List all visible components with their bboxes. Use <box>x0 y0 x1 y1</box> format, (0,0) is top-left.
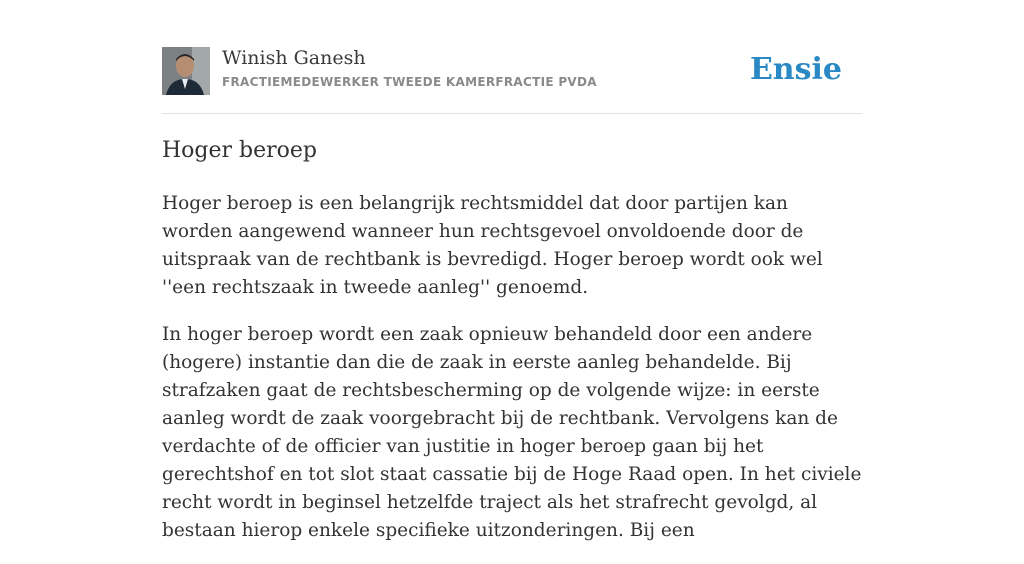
ensie-logo[interactable]: Ensie <box>749 52 842 87</box>
author-role: FRACTIEMEDEWERKER TWEEDE KAMERFRACTIE PVDA <box>222 75 597 89</box>
article-body <box>162 190 862 564</box>
article-title: Hoger beroep <box>162 138 318 163</box>
avatar-photo-icon <box>162 47 210 95</box>
article-paragraph: Hoger beroep is een belangrijk rechtsmiddel dat door partijen kan worden aangewend wanneer hun rechtsgevoel onvoldoende door de uitspraak van de rechtbank is bevredigd. Hoger beroep wordt ook wel ''een rechtszaak in tweede aanleg'' genoemd. <box>162 193 823 298</box>
author-name[interactable]: Winish Ganesh <box>222 47 366 69</box>
header-divider <box>162 113 862 114</box>
article-paragraph: In hoger beroep wordt een zaak opnieuw behandeld door een andere (hogere) instantie dan die de zaak in eerste aanleg behandelde. Bij strafzaken gaat de rechtsbescherming op de volgende wijze: in eerste aanleg wordt de zaak voorgebracht bij de rechtbank. Vervolgens kan de verdachte of de officier van justitie in hoger beroep gaan bij het gerechtshof en tot slot staat cassatie bij de Hoge Raad open. In het civiele recht wordt in beginsel hetzelfde traject als het strafrecht gevolgd, al bestaan hierop enkele specifieke uitzonderingen. Bij een <box>162 324 862 541</box>
author-header <box>162 46 862 96</box>
author-avatar[interactable] <box>162 47 210 95</box>
